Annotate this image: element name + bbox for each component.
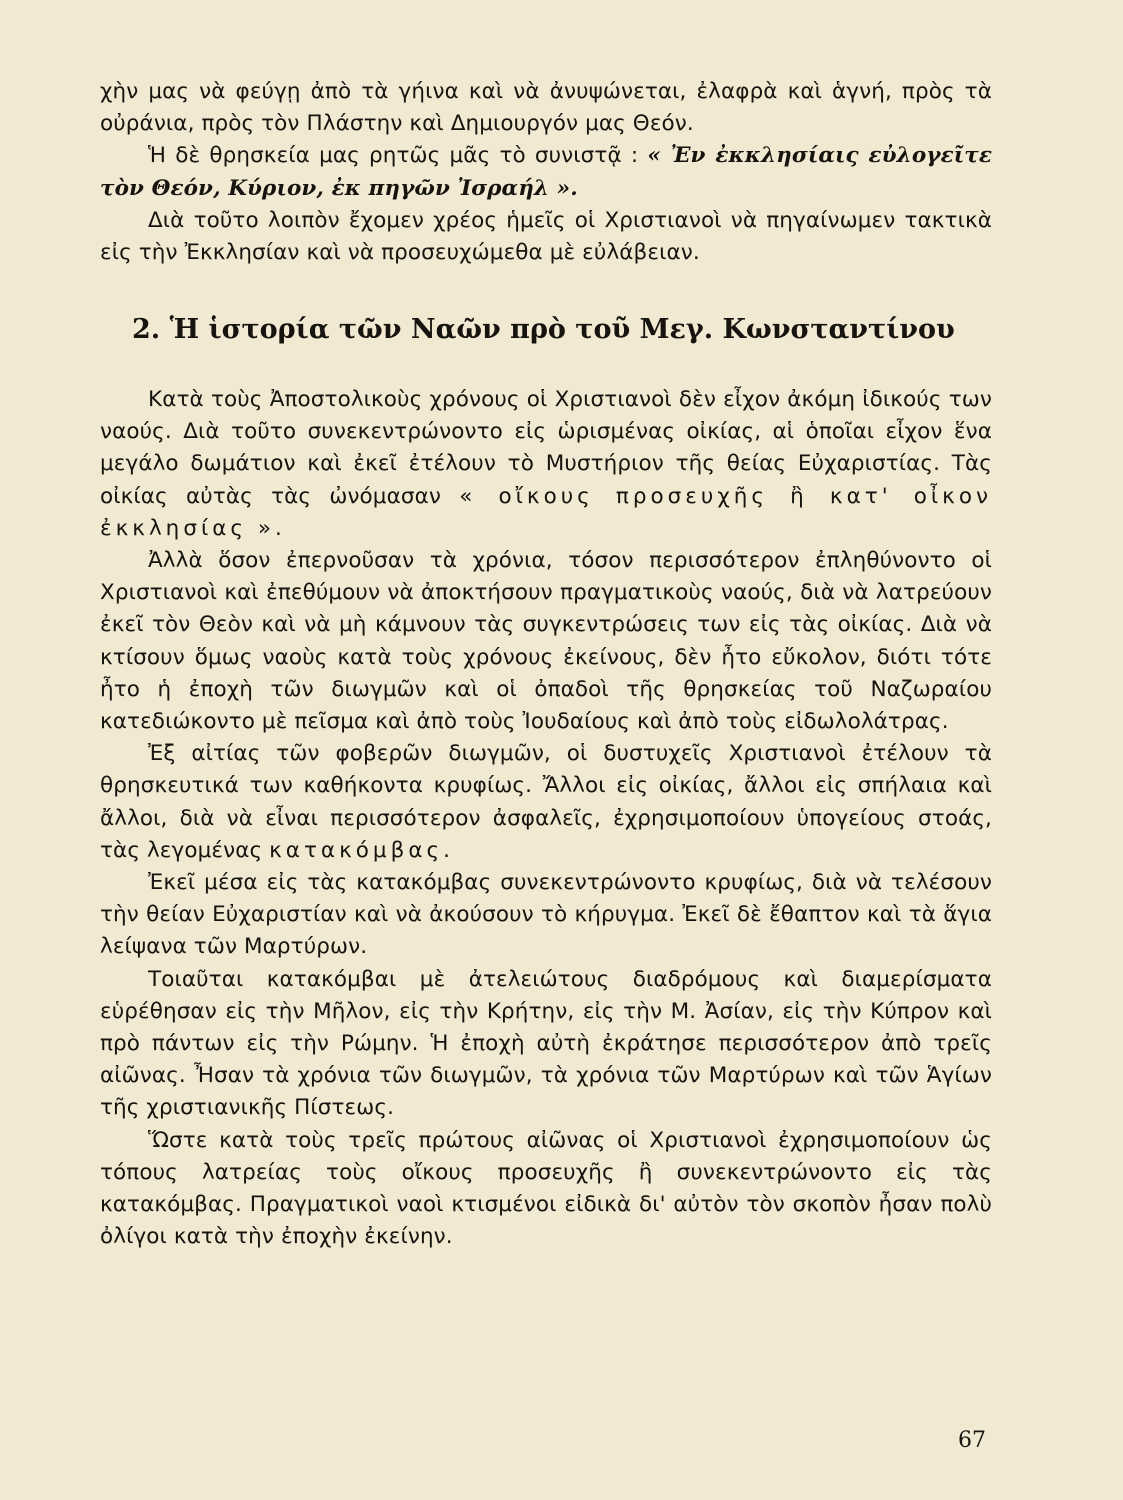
paragraph: Ἐκεῖ μέσα εἰς τὰς κατακόμβας συνεκεντρώνοντο κρυφίως, διὰ νὰ τελέσουν τὴν θείαν Εὐχαριστίαν καὶ νὰ ἀκούσουν τὸ κήρυγμα. Ἐκεῖ δὲ ἔθαπτον καὶ τὰ ἅγια λείψανα τῶν Μαρτύρων. [100, 870, 992, 960]
paragraph: Ἀλλὰ ὅσον ἐπερνοῦσαν τὰ χρόνια, τόσον περισσότερον ἐπληθύνοντο οἱ Χριστιανοὶ καὶ ἐπεθύμουν νὰ ἀποκτήσουν πραγματικοὺς ναούς, διὰ νὰ λατρεύουν ἐκεῖ τὸν Θεὸν καὶ νὰ μὴ κάμνουν τὰς συγκεντρώσεις των εἰς τὰς οἰκίας. Διὰ νὰ κτίσουν ὅμως ναοὺς κατὰ τοὺς χρόνους ἐκείνους, δὲν ἦτο εὔκολον, διότι τότε ἦτο ἡ ἐποχὴ τῶν διωγμῶν καὶ οἱ ὀπαδοὶ τῆς θρησκείας τοῦ Ναζωραίου κατεδιώκοντο μὲ πεῖσμα καὶ ἀπὸ τοὺς Ἰουδαίους καὶ ἀπὸ τοὺς εἰδωλολάτρας. [100, 548, 992, 735]
section-body [100, 384, 992, 1253]
paragraph: Τοιαῦται κατακόμβαι μὲ ἀτελειώτους διαδρόμους καὶ διαμερίσματα εὑρέθησαν εἰς τὴν Μῆλον, εἰς τὴν Κρήτην, εἰς τὴν Μ. Ἀσίαν, εἰς τὴν Κύπρον καὶ πρὸ πάντων εἰς τὴν Ρώμην. Ἡ ἐποχὴ αὐτὴ ἐκράτησε περισσότερον ἀπὸ τρεῖς αἰῶνας. Ἦσαν τὰ χρόνια τῶν διωγμῶν, τὰ χρόνια τῶν Μαρτύρων καὶ τῶν Ἁγίων τῆς χριστιανικῆς Πίστεως. [100, 966, 992, 1121]
page-number: 67 [958, 1428, 986, 1453]
paragraph-text: Ἐξ αἰτίας τῶν φοβερῶν διωγμῶν, οἱ δυστυχεῖς Χριστιανοὶ ἐτέλουν τὰ θρησκευτικά των καθήκοντα κρυφίως. Ἄλλοι εἰς οἰκίας, ἄλλοι εἰς σπήλαια καὶ ἄλλοι, διὰ νὰ εἶναι περισσότερον ἀσφαλεῖς, ἐχρησιμοποίουν ὑπογείους στοάς, τὰς λεγομένας [100, 741, 992, 863]
paragraph-text: Κατὰ τοὺς Ἀποστολικοὺς χρόνους οἱ Χριστιανοὶ δὲν εἶχον ἀκόμη ἰδικούς των ναούς. Διὰ τοῦτο συνεκεντρώνοντο εἰς ὡρισμένας οἰκίας, αἱ ὁποῖαι εἶχον ἕνα μεγάλο δωμάτιον καὶ ἐκεῖ ἐτέλουν τὸ Μυστήριον τῆς θείας Εὐχαριστίας. Τὰς οἰκίας αὐτὰς τὰς ὠνόμασαν [100, 387, 992, 509]
paragraph: χὴν μας νὰ φεύγῃ ἀπὸ τὰ γήινα καὶ νὰ ἀνυψώνεται, ἐλαφρὰ καὶ ἁγνή, πρὸς τὰ οὐράνια, πρὸς τὸν Πλάστην καὶ Δημιουργόν μας Θεόν. [100, 79, 992, 137]
paragraph: Ὥστε κατὰ τοὺς τρεῖς πρώτους αἰῶνας οἱ Χριστιανοὶ ἐχρησιμοποίουν ὡς τόπους λατρείας τοὺς οἴκους προσευχῆς ἢ συνεκεντρώνοντο εἰς τὰς κατακόμβας. Πραγματικοὶ ναοὶ κτισμένοι εἰδικὰ δι' αὐτὸν τὸν σκοπὸν ἦσαν πολὺ ὀλίγοι κατὰ τὴν ἐποχὴν ἐκείνην. [100, 1127, 992, 1250]
paragraph [100, 140, 992, 204]
paragraph [100, 738, 992, 867]
paragraph: Διὰ τοῦτο λοιπὸν ἔχομεν χρέος ἡμεῖς οἱ Χριστιανοὶ νὰ πηγαίνωμεν τακτικὰ εἰς τὴν Ἐκκλησίαν καὶ νὰ προσευχώμεθα μὲ εὐλάβειαν. [100, 207, 992, 266]
paragraph [100, 384, 992, 545]
scripture-quote: « Ἐν ἐκκλησίαις εὐλογεῖτε τὸν Θεόν, Κύριον, ἐκ πηγῶν Ἰσραήλ ». [100, 143, 992, 201]
paragraph-text: Ἡ δὲ θρησκεία μας ρητῶς μᾶς τὸ συνιστᾷ : [148, 143, 648, 169]
intro-text [100, 76, 992, 269]
section-heading: 2. Ἡ ἱστορία τῶν Ναῶν πρὸ τοῦ Μεγ. Κωνσταντίνου [132, 314, 955, 345]
spaced-term: « οἴκους προσευχῆς ἢ κατ' οἶκον ἐκκλησίας ». [100, 483, 993, 541]
spaced-term: κατακόμβας. [269, 837, 454, 863]
